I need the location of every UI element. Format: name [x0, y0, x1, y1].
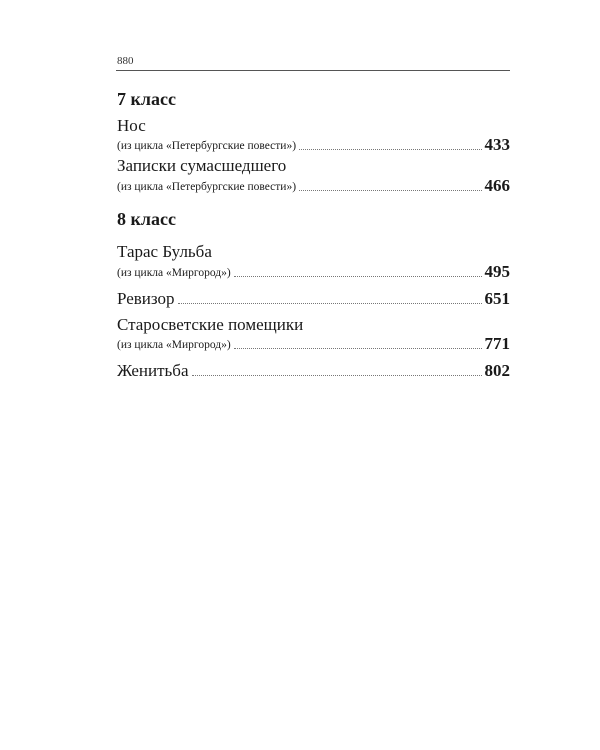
toc-entry-title: Нос — [117, 116, 146, 135]
toc-page-number: 466 — [484, 176, 510, 195]
page-number: 880 — [117, 55, 134, 67]
toc-entry-subtitle: (из цикла «Петербургские повести») — [117, 140, 297, 152]
header-rule — [116, 70, 510, 71]
toc-entry-line[interactable] — [117, 260, 510, 282]
toc-page-number: 802 — [484, 361, 510, 380]
toc-page-number: 651 — [484, 289, 510, 308]
toc-entry-line[interactable] — [117, 332, 510, 354]
section-heading-grade-7: 7 класс — [117, 89, 176, 109]
toc-entry-subtitle: (из цикла «Петербургские повести») — [117, 181, 297, 193]
toc-page-number: 771 — [484, 334, 510, 353]
toc-entry-subtitle: (из цикла «Миргород») — [117, 267, 231, 279]
section-heading-grade-8: 8 класс — [117, 209, 176, 229]
toc-entry-title: Записки сумасшедшего — [117, 156, 287, 175]
toc-entry-line[interactable] — [117, 287, 510, 309]
dot-leader — [234, 348, 482, 349]
toc-entry-line[interactable] — [117, 133, 510, 155]
dot-leader — [234, 276, 482, 277]
toc-page-number: 495 — [484, 262, 510, 281]
toc-entry-title: Женитьба — [117, 361, 189, 380]
dot-leader — [192, 375, 482, 376]
toc-entry-line[interactable] — [117, 174, 510, 196]
toc-entry-title: Старосветские помещики — [117, 315, 304, 334]
toc-entry-line[interactable] — [117, 359, 510, 381]
dot-leader — [299, 149, 481, 150]
toc-page-number: 433 — [484, 135, 510, 154]
toc-entry-title: Тарас Бульба — [117, 242, 212, 261]
dot-leader — [178, 303, 482, 304]
dot-leader — [299, 190, 481, 191]
toc-entry-title: Ревизор — [117, 289, 175, 308]
toc-entry-subtitle: (из цикла «Миргород») — [117, 339, 231, 351]
